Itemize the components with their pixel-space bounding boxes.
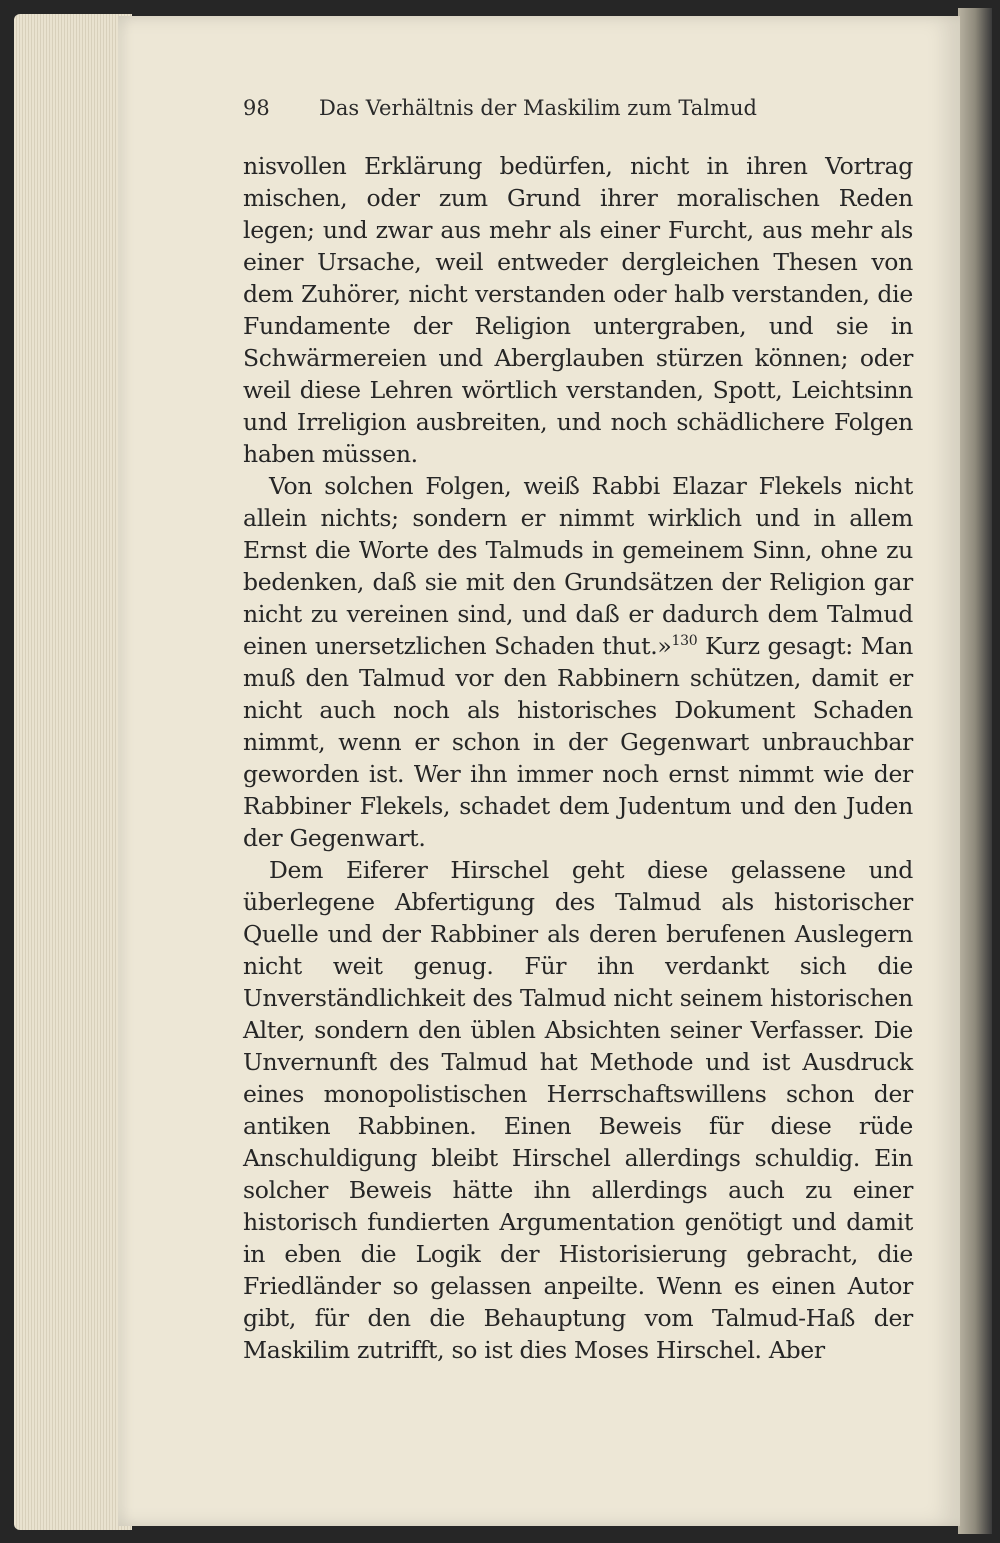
- running-header: [243, 96, 913, 120]
- paragraph-3: Dem Eiferer Hirschel geht diese gelassene und überlegene Abfertigung des Talmud als historischer Quelle und der Rabbiner als deren berufenen Auslegern nicht weit genug. Für ihn verdankt sich die Unverständlichkeit des Talmud nicht seinem historischen Alter, sondern den üblen Absichten seiner Verfasser. Die Unvernunft des Talmud hat Methode und ist Ausdruck eines monopolistischen Herrschaftswillens schon der antiken Rabbinen. Einen Beweis für diese rüde Anschuldigung bleibt Hirschel allerdings schuldig. Ein solcher Beweis hätte ihn allerdings auch zu einer historisch fundierten Argumentation genötigt und damit in eben die Logik der Historisierung gebracht, die Friedländer so gelassen anpeilte. Wenn es einen Autor gibt, für den die Behauptung vom Talmud-Haß der Maskilim zutrifft, so ist dies Moses Hirschel. Aber: [243, 856, 913, 1364]
- page-edges: [14, 14, 132, 1530]
- page-number: 98: [243, 96, 270, 120]
- book-spine: [958, 8, 992, 1534]
- paragraph-2: [243, 470, 913, 854]
- paragraph-1: nisvollen Erklärung bedürfen, nicht in ihren Vortrag mischen, oder zum Grund ihrer moralischen Reden legen; und zwar aus mehr als einer Furcht, aus mehr als einer Ursache, weil entweder dergleichen Thesen von dem Zuhörer, nicht verstanden oder halb verstanden, die Fundamente der Religion untergraben, und sie in Schwärmereien und Aberglauben stürzen können; oder weil diese Lehren wörtlich verstanden, Spott, Leichtsinn und Irreligion ausbreiten, und noch schädlichere Folgen haben müssen.: [243, 152, 913, 468]
- paragraph-2-text-after: Kurz gesagt: Man muß den Talmud vor den Rabbinern schützen, damit er nicht auch noch als historisches Dokument Schaden nimmt, wenn er schon in der Gegenwart unbrauchbar geworden ist. Wer ihn immer noch ernst nimmt wie der Rabbiner Flekels, schadet dem Judentum und den Juden der Gegenwart.: [243, 632, 913, 852]
- footnote-reference: 130: [671, 633, 698, 650]
- body-text: [243, 150, 913, 1366]
- paragraph-2-text-before: Von solchen Folgen, weiß Rabbi Elazar Flekels nicht allein nichts; sondern er nimmt wirklich und in allem Ernst die Worte des Talmuds in gemeinem Sinn, ohne zu bedenken, daß sie mit den Grundsätzen der Religion gar nicht zu vereinen sind, und daß er dadurch dem Talmud einen unersetzlichen Schaden thut.»: [243, 472, 913, 660]
- running-title: Das Verhältnis der Maskilim zum Talmud: [319, 96, 757, 120]
